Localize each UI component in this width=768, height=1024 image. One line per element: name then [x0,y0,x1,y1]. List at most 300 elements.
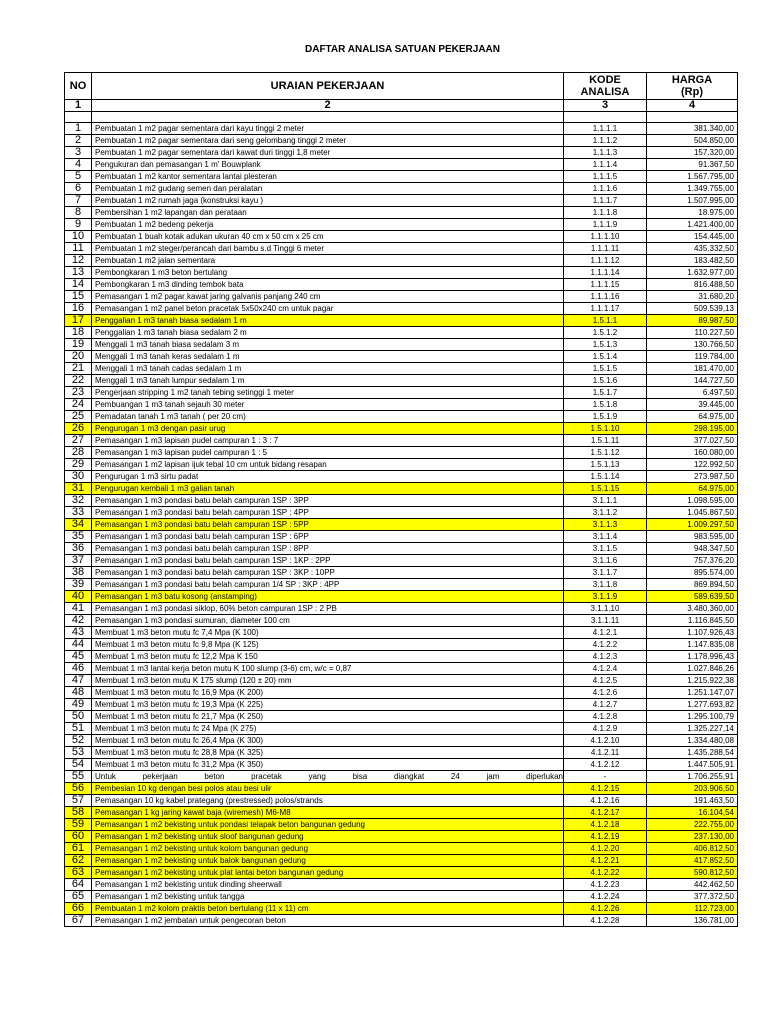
row-price: 16.104,54 [647,807,738,819]
row-number: 31 [65,483,92,495]
row-number: 7 [65,195,92,207]
row-price: 18.975,00 [647,207,738,219]
row-code: 1.1.1.8 [564,207,647,219]
row-description: Pembuatan 1 m2 pagar sementara dari seng gelombang tinggi 2 meter [92,135,564,147]
row-number: 53 [65,747,92,759]
column-number: 2 [92,100,564,112]
row-description: Pembuatan 1 m2 kantor sementara lantai plesteran [92,171,564,183]
row-description: Membuat 1 m3 beton mutu fc 31,2 Mpa (K 350) [92,759,564,771]
row-number: 34 [65,519,92,531]
row-description: Pemasangan 1 m2 bekisting untuk sloof bangunan gedung [92,831,564,843]
row-number: 61 [65,843,92,855]
row-description: Pembuatan 1 m2 pagar sementara dari kawat duri tinggi 1,8 meter [92,147,564,159]
row-number: 42 [65,615,92,627]
row-code: 4.1.2.19 [564,831,647,843]
row-code: 4.1.2.23 [564,879,647,891]
row-price: 504.850,00 [647,135,738,147]
row-price: 1.107.926,43 [647,627,738,639]
row-number: 33 [65,507,92,519]
row-number: 11 [65,243,92,255]
table-row [65,339,738,351]
table-row [65,579,738,591]
row-code: 4.1.2.22 [564,867,647,879]
table-row [65,363,738,375]
row-price: 1.277.693,82 [647,699,738,711]
table-row [65,783,738,795]
table-row [65,879,738,891]
table-row [65,495,738,507]
table-row [65,807,738,819]
table-row [65,903,738,915]
table-row [65,399,738,411]
row-number: 62 [65,855,92,867]
row-description: Pemasangan 1 m2 bekisting untuk tangga [92,891,564,903]
row-code: 3.1.1.2 [564,507,647,519]
row-code: 4.1.2.20 [564,843,647,855]
row-number: 43 [65,627,92,639]
row-description: Pemasangan 1 m2 bekisting untuk balok bangunan gedung [92,855,564,867]
row-description: Untuk pekerjaan beton pracetak yang bisa diangkat 24 jam diperlukan [92,771,564,783]
row-price: 31.680,20 [647,291,738,303]
row-price: 136.781,00 [647,915,738,927]
row-code: 4.1.2.7 [564,699,647,711]
row-code: 1.5.1.3 [564,339,647,351]
row-code: 1.1.1.5 [564,171,647,183]
row-price: 435.332,50 [647,243,738,255]
row-price: 157.320,00 [647,147,738,159]
row-number: 32 [65,495,92,507]
row-description: Pemasangan 1 kg jaring kawat baja (wiremesh) M6-M8 [92,807,564,819]
row-number: 64 [65,879,92,891]
row-code: 4.1.2.4 [564,663,647,675]
row-price: 1.178.996,43 [647,651,738,663]
row-price: 1.251.147,07 [647,687,738,699]
row-code: 1.5.1.6 [564,375,647,387]
row-description: Membuat 1 m3 beton mutu fc 19,3 Mpa (K 225) [92,699,564,711]
row-code: 1.5.1.11 [564,435,647,447]
row-description: Pemasangan 1 m2 bekisting untuk dinding sheerwall [92,879,564,891]
row-number: 35 [65,531,92,543]
row-description: Pembuangan 1 m3 tanah sejauh 30 meter [92,399,564,411]
row-number: 56 [65,783,92,795]
row-code: 3.1.1.9 [564,591,647,603]
row-price: 110.227,50 [647,327,738,339]
row-description: Pemasangan 1 m2 pagar kawat jaring galvanis panjang 240 cm [92,291,564,303]
row-number: 25 [65,411,92,423]
table-row [65,375,738,387]
row-price: 237.130,00 [647,831,738,843]
row-description: Pemasangan 1 m3 pondasi batu belah campuran 1SP : 3PP [92,495,564,507]
row-price: 130.766,50 [647,339,738,351]
row-price: 191.463,50 [647,795,738,807]
header-harga: HARGA (Rp) [647,73,738,100]
row-code: 1.5.1.15 [564,483,647,495]
row-description: Pemasangan 1 m3 pondasi batu belah campuran 1SP : 3KP : 10PP [92,567,564,579]
table-row [65,699,738,711]
row-number: 2 [65,135,92,147]
row-description: Pembuatan 1 m2 rumah jaga (konstruksi kayu ) [92,195,564,207]
row-price: 983.595,00 [647,531,738,543]
row-code: 1.1.1.14 [564,267,647,279]
row-number: 54 [65,759,92,771]
table-row [65,243,738,255]
header-uraian: URAIAN PEKERJAAN [92,73,564,100]
row-price: 160.080,00 [647,447,738,459]
row-price: 948.347,50 [647,543,738,555]
row-description: Pemasangan 1 m3 pondasi batu belah campuran 1SP : 6PP [92,531,564,543]
row-description: Pengukuran dan pemasangan 1 m' Bouwplank [92,159,564,171]
row-code: - [564,771,647,783]
row-price: 1.349.755,00 [647,183,738,195]
row-price: 1.147.835,08 [647,639,738,651]
table-row [65,915,738,927]
row-number: 39 [65,579,92,591]
table-row [65,435,738,447]
table-row [65,711,738,723]
row-number: 52 [65,735,92,747]
table-row [65,843,738,855]
table-row [65,195,738,207]
row-code: 3.1.1.10 [564,603,647,615]
row-code: 1.5.1.2 [564,327,647,339]
table-row [65,567,738,579]
row-number: 63 [65,867,92,879]
row-description: Menggali 1 m3 tanah biasa sedalam 3 m [92,339,564,351]
row-price: 406.812,50 [647,843,738,855]
row-price: 1.706.255,91 [647,771,738,783]
row-number: 48 [65,687,92,699]
row-code: 4.1.2.11 [564,747,647,759]
row-code: 1.1.1.12 [564,255,647,267]
table-row [65,771,738,783]
row-code: 4.1.2.26 [564,903,647,915]
row-code: 1.1.1.4 [564,159,647,171]
row-description: Pemasangan 1 m2 bekisting untuk kolom bangunan gedung [92,843,564,855]
row-number: 13 [65,267,92,279]
row-price: 298.195,00 [647,423,738,435]
row-price: 119.784,00 [647,351,738,363]
row-description: Penggalian 1 m3 tanah biasa sedalam 2 m [92,327,564,339]
row-price: 589.639,50 [647,591,738,603]
row-description: Pemasangan 1 m3 pondasi batu belah campuran 1SP : 8PP [92,543,564,555]
row-description: Menggali 1 m3 tanah cadas sedalam 1 m [92,363,564,375]
row-description: Pembuatan 1 m2 bedeng pekerja [92,219,564,231]
row-number: 23 [65,387,92,399]
row-code: 3.1.1.3 [564,519,647,531]
row-number: 15 [65,291,92,303]
row-description: Pemasangan 1 m2 bekisting untuk pondasi telapak beton bangunan gedung [92,819,564,831]
row-description: Membuat 1 m3 beton mutu fc 16,9 Mpa (K 200) [92,687,564,699]
row-description: Penggalian 1 m3 tanah biasa sedalam 1 m [92,315,564,327]
table-row [65,831,738,843]
spacer-cell [65,112,92,123]
table-row [65,747,738,759]
column-number-row [65,100,738,112]
row-description: Pemasangan 1 m3 lapisan pudel campuran 1 : 3 : 7 [92,435,564,447]
row-description: Membuat 1 m3 beton mutu fc 26,4 Mpa (K 300) [92,735,564,747]
table-row [65,183,738,195]
row-price: 222.755,00 [647,819,738,831]
row-number: 27 [65,435,92,447]
row-description: Pembuatan 1 m2 gudang semen dan peralatan [92,183,564,195]
row-number: 9 [65,219,92,231]
table-row [65,279,738,291]
row-code: 1.1.1.2 [564,135,647,147]
row-code: 1.1.1.15 [564,279,647,291]
row-number: 65 [65,891,92,903]
row-price: 1.295.100,79 [647,711,738,723]
table-row [65,459,738,471]
row-price: 91.367,50 [647,159,738,171]
row-code: 4.1.2.12 [564,759,647,771]
row-description: Pemasangan 1 m3 pondasi sumuran, diameter 100 cm [92,615,564,627]
row-number: 46 [65,663,92,675]
row-number: 6 [65,183,92,195]
table-row [65,603,738,615]
table-row [65,159,738,171]
column-number: 4 [647,100,738,112]
row-code: 1.5.1.9 [564,411,647,423]
row-description: Pemasangan 1 m3 lapisan pudel campuran 1 : 5 [92,447,564,459]
row-number: 10 [65,231,92,243]
table-row [65,303,738,315]
row-code: 1.5.1.1 [564,315,647,327]
row-code: 3.1.1.1 [564,495,647,507]
row-price: 1.325.227,14 [647,723,738,735]
row-number: 26 [65,423,92,435]
row-number: 28 [65,447,92,459]
row-number: 44 [65,639,92,651]
row-code: 4.1.2.1 [564,627,647,639]
row-price: 377.027,50 [647,435,738,447]
table-row [65,483,738,495]
row-description: Membuat 1 m3 beton mutu fc 12,2 Mpa K 150 [92,651,564,663]
table-row [65,219,738,231]
row-price: 442.462,50 [647,879,738,891]
row-price: 64.975,00 [647,411,738,423]
row-description: Pembuatan 1 m2 kolom praktis beton bertulang (11 x 11) cm [92,903,564,915]
row-code: 1.1.1.1 [564,123,647,135]
table-row [65,687,738,699]
row-description: Pembersihan 1 m2 lapangan dan perataan [92,207,564,219]
row-number: 45 [65,651,92,663]
row-number: 47 [65,675,92,687]
document-title: DAFTAR ANALISA SATUAN PEKERJAAN [305,44,500,55]
row-code: 1.5.1.12 [564,447,647,459]
row-description: Pemasangan 1 m3 pondasi batu belah campuran 1SP : 4PP [92,507,564,519]
table-row [65,795,738,807]
header-kode: KODE ANALISA [564,73,647,100]
row-price: 203.906,50 [647,783,738,795]
row-number: 20 [65,351,92,363]
row-code: 3.1.1.8 [564,579,647,591]
header-no: NO [65,73,92,100]
row-number: 22 [65,375,92,387]
row-code: 1.5.1.7 [564,387,647,399]
row-description: Pemasangan 1 m3 pondasi batu belah campuran 1SP : 1KP : 2PP [92,555,564,567]
table-row [65,351,738,363]
table-row [65,507,738,519]
row-code: 4.1.2.17 [564,807,647,819]
row-code: 3.1.1.7 [564,567,647,579]
row-number: 36 [65,543,92,555]
row-number: 1 [65,123,92,135]
table-row [65,531,738,543]
row-code: 4.1.2.24 [564,891,647,903]
table-row [65,231,738,243]
table-row [65,447,738,459]
row-price: 1.421.400,00 [647,219,738,231]
spacer-row [65,112,738,123]
row-number: 49 [65,699,92,711]
row-price: 144.727,50 [647,375,738,387]
table-row [65,315,738,327]
row-description: Pemasangan 1 m3 batu kosong (anstamping) [92,591,564,603]
row-price: 1.045.867,50 [647,507,738,519]
table-row [65,519,738,531]
row-code: 4.1.2.6 [564,687,647,699]
row-price: 1.632.977,00 [647,267,738,279]
row-number: 57 [65,795,92,807]
row-code: 4.1.2.3 [564,651,647,663]
row-price: 1.009.297,50 [647,519,738,531]
row-price: 1.507.995,00 [647,195,738,207]
row-description: Membuat 1 m3 beton mutu fc 28,8 Mpa (K 325) [92,747,564,759]
row-code: 4.1.2.28 [564,915,647,927]
table-row [65,735,738,747]
row-price: 64.975,00 [647,483,738,495]
row-description: Membuat 1 m3 beton mutu K 175 slump (120 ± 20) mm [92,675,564,687]
row-price: 1.435.288,54 [647,747,738,759]
row-code: 3.1.1.5 [564,543,647,555]
row-code: 1.1.1.16 [564,291,647,303]
row-code: 3.1.1.11 [564,615,647,627]
row-price: 869.894,50 [647,579,738,591]
row-price: 181.470,00 [647,363,738,375]
row-code: 4.1.2.8 [564,711,647,723]
row-price: 417.852,50 [647,855,738,867]
table-row [65,759,738,771]
table-row [65,555,738,567]
row-price: 1.027.846,26 [647,663,738,675]
row-number: 3 [65,147,92,159]
row-price: 816.488,50 [647,279,738,291]
row-description: Pemasangan 1 m2 panel beton pracetak 5x50x240 cm untuk pagar [92,303,564,315]
row-price: 377.372,50 [647,891,738,903]
row-number: 60 [65,831,92,843]
row-price: 757.376,20 [647,555,738,567]
row-price: 1.447.505,91 [647,759,738,771]
row-number: 58 [65,807,92,819]
row-description: Membuat 1 m3 beton mutu fc 7,4 Mpa (K 100) [92,627,564,639]
row-code: 3.1.1.4 [564,531,647,543]
column-number: 3 [564,100,647,112]
row-price: 1.215.922,38 [647,675,738,687]
row-price: 590.812,50 [647,867,738,879]
column-number: 1 [65,100,92,112]
row-description: Pemasangan 1 m3 pondasi batu belah campuran 1SP : 5PP [92,519,564,531]
table-row [65,663,738,675]
row-code: 4.1.2.5 [564,675,647,687]
row-price: 39.445,00 [647,399,738,411]
row-number: 55 [65,771,92,783]
table-row [65,411,738,423]
row-number: 40 [65,591,92,603]
row-code: 1.5.1.13 [564,459,647,471]
row-code: 1.1.1.3 [564,147,647,159]
row-description: Pembuatan 1 m2 jalan sementara [92,255,564,267]
row-number: 66 [65,903,92,915]
row-description: Pembuatan 1 m2 pagar sementara dari kayu tinggi 2 meter [92,123,564,135]
table-row [65,543,738,555]
row-code: 4.1.2.2 [564,639,647,651]
table-row [65,291,738,303]
row-number: 14 [65,279,92,291]
row-code: 4.1.2.16 [564,795,647,807]
row-description: Pembuatan 1 buah kotak adukan ukuran 40 cm x 50 cm x 25 cm [92,231,564,243]
row-price: 89.987,50 [647,315,738,327]
row-description: Pengurugan 1 m3 sirtu padat [92,471,564,483]
table-row [65,207,738,219]
row-number: 50 [65,711,92,723]
row-description: Pemasangan 1 m2 jembatan untuk pengecoran beton [92,915,564,927]
row-number: 38 [65,567,92,579]
table-row [65,819,738,831]
row-number: 5 [65,171,92,183]
row-number: 17 [65,315,92,327]
table-row [65,135,738,147]
row-price: 273.987,50 [647,471,738,483]
spacer-cell [647,112,738,123]
row-description: Pemasangan 1 m2 lapisan ijuk tebal 10 cm untuk bidang resapan [92,459,564,471]
row-number: 4 [65,159,92,171]
row-description: Menggali 1 m3 tanah lumpur sedalam 1 m [92,375,564,387]
table-row [65,675,738,687]
row-code: 3.1.1.6 [564,555,647,567]
table-row [65,615,738,627]
row-description: Pembesian 10 kg dengan besi polos atau besi ulir [92,783,564,795]
table-row [65,627,738,639]
row-number: 12 [65,255,92,267]
row-description: Membuat 1 m3 beton mutu fc 21,7 Mpa (K 250) [92,711,564,723]
table-row [65,471,738,483]
row-description: Pengerjaan stripping 1 m2 tanah tebing setinggi 1 meter [92,387,564,399]
row-number: 19 [65,339,92,351]
row-price: 1.116.845,50 [647,615,738,627]
row-description: Pemasangan 10 kg kabel prategang (prestressed) polos/strands [92,795,564,807]
row-number: 29 [65,459,92,471]
row-description: Membuat 1 m3 beton mutu fc 24 Mpa (K 275) [92,723,564,735]
row-price: 183.482,50 [647,255,738,267]
table-row [65,867,738,879]
row-number: 37 [65,555,92,567]
row-code: 4.1.2.9 [564,723,647,735]
row-description: Pemasangan 1 m3 pondasi batu belah campuran 1/4 SP : 3KP : 4PP [92,579,564,591]
table-row [65,423,738,435]
row-price: 3.480.360,00 [647,603,738,615]
row-number: 18 [65,327,92,339]
row-price: 1.098.595,00 [647,495,738,507]
row-code: 1.5.1.14 [564,471,647,483]
row-code: 1.1.1.10 [564,231,647,243]
row-description: Menggali 1 m3 tanah keras sedalam 1 m [92,351,564,363]
row-code: 1.1.1.7 [564,195,647,207]
row-number: 21 [65,363,92,375]
row-number: 51 [65,723,92,735]
row-description: Pembongkaran 1 m3 dinding tembok bata [92,279,564,291]
table-row [65,891,738,903]
row-number: 41 [65,603,92,615]
